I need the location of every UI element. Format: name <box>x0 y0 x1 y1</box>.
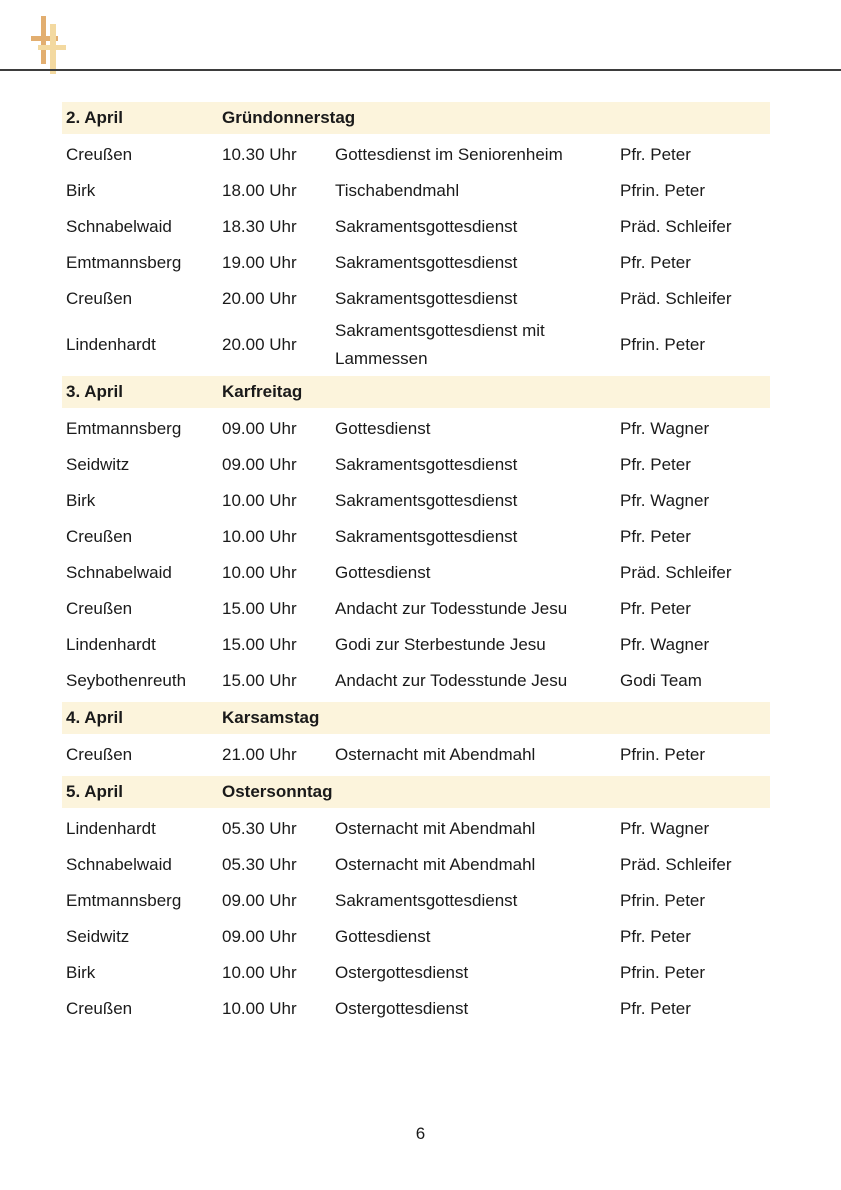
service-cell: Sakramentsgottesdienst <box>335 455 518 474</box>
time-cell: 10.00 Uhr <box>222 963 297 982</box>
service-cell: Osternacht mit Abendmahl <box>335 855 536 874</box>
leader-cell: Pfr. Wagner <box>620 491 710 510</box>
service-cell: Sakramentsgottesdienst <box>335 253 518 272</box>
table-row <box>62 245 770 281</box>
place-cell: Seidwitz <box>66 455 130 474</box>
leader-cell: Pfr. Wagner <box>620 419 710 438</box>
place-cell: Creußen <box>66 289 133 308</box>
service-cell: Sakramentsgottesdienst <box>335 217 518 236</box>
place-cell: Schnabelwaid <box>66 855 172 874</box>
section-header-row <box>62 776 770 808</box>
time-cell: 09.00 Uhr <box>222 927 297 946</box>
leader-cell: Pfrin. Peter <box>620 963 706 982</box>
double-cross-icon <box>28 10 72 76</box>
place-cell: Lindenhardt <box>66 635 156 654</box>
leader-cell: Pfr. Peter <box>620 145 691 164</box>
service-cell: Sakramentsgottesdienst <box>335 527 518 546</box>
place-cell: Lindenhardt <box>66 819 156 838</box>
service-cell: Sakramentsgottesdienst mit Lammessen <box>335 321 545 368</box>
table-row <box>62 737 770 773</box>
place-cell: Birk <box>66 491 96 510</box>
leader-cell: Pfr. Wagner <box>620 819 710 838</box>
service-cell: Osternacht mit Abendmahl <box>335 745 536 764</box>
service-cell: Gottesdienst <box>335 563 431 582</box>
time-cell: 05.30 Uhr <box>222 855 297 874</box>
section-day: Karfreitag <box>222 382 303 401</box>
page-footer <box>0 1124 841 1144</box>
table-row <box>62 483 770 519</box>
place-cell: Creußen <box>66 145 133 164</box>
service-cell: Tischabendmahl <box>335 181 460 200</box>
time-cell: 18.00 Uhr <box>222 181 297 200</box>
place-cell: Seidwitz <box>66 927 130 946</box>
table-row <box>62 411 770 447</box>
service-schedule-table <box>62 99 770 1027</box>
service-cell: Gottesdienst <box>335 927 431 946</box>
table-row <box>62 991 770 1027</box>
time-cell: 09.00 Uhr <box>222 891 297 910</box>
place-cell: Creußen <box>66 999 133 1018</box>
leader-cell: Präd. Schleifer <box>620 289 732 308</box>
section-date: 3. April <box>66 382 123 401</box>
leader-cell: Pfr. Peter <box>620 599 691 618</box>
time-cell: 09.00 Uhr <box>222 455 297 474</box>
time-cell: 19.00 Uhr <box>222 253 297 272</box>
table-row <box>62 555 770 591</box>
service-cell: Andacht zur Todesstunde Jesu <box>335 671 568 690</box>
place-cell: Seybothenreuth <box>66 671 187 690</box>
leader-cell: Pfr. Peter <box>620 253 691 272</box>
table-row <box>62 919 770 955</box>
place-cell: Emtmannsberg <box>66 253 182 272</box>
page-number: 6 <box>415 1124 426 1143</box>
table-row <box>62 663 770 699</box>
time-cell: 20.00 Uhr <box>222 335 297 354</box>
place-cell: Creußen <box>66 599 133 618</box>
table-row <box>62 209 770 245</box>
leader-cell: Pfr. Peter <box>620 927 691 946</box>
time-cell: 10.00 Uhr <box>222 563 297 582</box>
service-cell: Gottesdienst im Seniorenheim <box>335 145 563 164</box>
time-cell: 10.00 Uhr <box>222 527 297 546</box>
section-date: 4. April <box>66 708 123 727</box>
leader-cell: Pfrin. Peter <box>620 745 706 764</box>
table-row <box>62 591 770 627</box>
service-cell: Sakramentsgottesdienst <box>335 491 518 510</box>
time-cell: 15.00 Uhr <box>222 671 297 690</box>
place-cell: Emtmannsberg <box>66 891 182 910</box>
leader-cell: Pfrin. Peter <box>620 181 706 200</box>
service-cell: Godi zur Sterbestunde Jesu <box>335 635 546 654</box>
section-header-row <box>62 102 770 134</box>
table-row <box>62 955 770 991</box>
leader-cell: Präd. Schleifer <box>620 855 732 874</box>
section-date: 5. April <box>66 782 123 801</box>
page-header <box>0 0 841 71</box>
section-header-row <box>62 376 770 408</box>
place-cell: Creußen <box>66 745 133 764</box>
time-cell: 15.00 Uhr <box>222 635 297 654</box>
leader-cell: Godi Team <box>620 671 702 690</box>
time-cell: 15.00 Uhr <box>222 599 297 618</box>
leader-cell: Pfr. Wagner <box>620 635 710 654</box>
section-day: Gründonnerstag <box>222 108 356 127</box>
header-divider <box>0 69 841 71</box>
leader-cell: Pfrin. Peter <box>620 891 706 910</box>
leader-cell: Pfr. Peter <box>620 999 691 1018</box>
service-cell: Osternacht mit Abendmahl <box>335 819 536 838</box>
table-row <box>62 811 770 847</box>
leader-cell: Präd. Schleifer <box>620 563 732 582</box>
service-cell: Sakramentsgottesdienst <box>335 891 518 910</box>
service-cell: Ostergottesdienst <box>335 999 469 1018</box>
service-cell: Sakramentsgottesdienst <box>335 289 518 308</box>
place-cell: Emtmannsberg <box>66 419 182 438</box>
time-cell: 10.00 Uhr <box>222 491 297 510</box>
section-date: 2. April <box>66 108 123 127</box>
section-day: Karsamstag <box>222 708 320 727</box>
time-cell: 10.30 Uhr <box>222 145 297 164</box>
place-cell: Birk <box>66 963 96 982</box>
table-row <box>62 883 770 919</box>
place-cell: Schnabelwaid <box>66 217 172 236</box>
time-cell: 20.00 Uhr <box>222 289 297 308</box>
time-cell: 18.30 Uhr <box>222 217 297 236</box>
leader-cell: Pfr. Peter <box>620 527 691 546</box>
service-cell: Andacht zur Todesstunde Jesu <box>335 599 568 618</box>
time-cell: 09.00 Uhr <box>222 419 297 438</box>
table-row <box>62 317 770 373</box>
time-cell: 05.30 Uhr <box>222 819 297 838</box>
section-day: Ostersonntag <box>222 782 333 801</box>
service-cell: Gottesdienst <box>335 419 431 438</box>
time-cell: 10.00 Uhr <box>222 999 297 1018</box>
place-cell: Creußen <box>66 527 133 546</box>
leader-cell: Präd. Schleifer <box>620 217 732 236</box>
table-row <box>62 847 770 883</box>
table-row <box>62 519 770 555</box>
place-cell: Birk <box>66 181 96 200</box>
table-row <box>62 173 770 209</box>
time-cell: 21.00 Uhr <box>222 745 297 764</box>
service-cell: Ostergottesdienst <box>335 963 469 982</box>
table-row <box>62 627 770 663</box>
section-header-row <box>62 702 770 734</box>
leader-cell: Pfr. Peter <box>620 455 691 474</box>
table-row <box>62 137 770 173</box>
place-cell: Lindenhardt <box>66 335 156 354</box>
leader-cell: Pfrin. Peter <box>620 335 706 354</box>
place-cell: Schnabelwaid <box>66 563 172 582</box>
table-row <box>62 447 770 483</box>
table-row <box>62 281 770 317</box>
